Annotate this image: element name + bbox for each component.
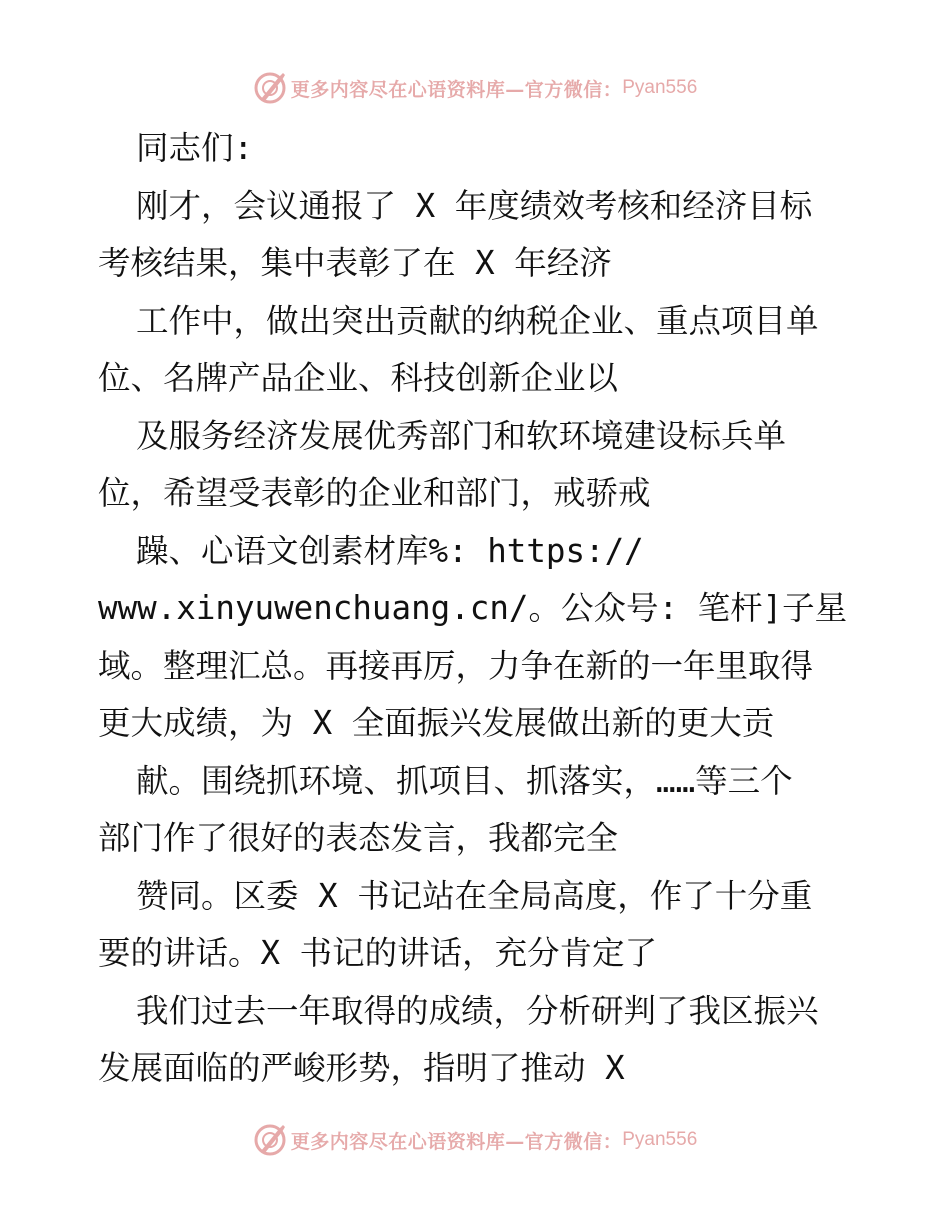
text-line: 域。整理汇总。再接再厉，力争在新的一年里取得 <box>98 646 814 685</box>
pen-logo-icon <box>253 1123 287 1157</box>
header-watermark-wechat-id: Pyan556 <box>622 77 698 98</box>
text-line: 赞同。区委 X 书记站在全局高度，作了十分重 <box>136 876 813 915</box>
text-line: 工作中，做出突出贡献的纳税企业、重点项目单 <box>136 301 819 340</box>
text-line: 同志们: <box>136 129 254 167</box>
text-line: 考核结果，集中表彰了在 X 年经济 <box>98 244 612 282</box>
text-line: 更大成绩，为 X 全面振兴发展做出新的更大贡 <box>98 704 775 742</box>
footer-watermark-text: 更多内容尽在心语资料库—官方微信： <box>290 1130 623 1153</box>
text-line: 要的讲话。X 书记的讲话，充分肯定了 <box>98 934 658 972</box>
footer-watermark-banner <box>0 1120 950 1160</box>
footer-watermark-wechat-id: Pyan556 <box>622 1129 698 1150</box>
header-watermark-banner <box>0 68 950 108</box>
text-line: 发展面临的严峻形势，指明了推动 X <box>98 1049 625 1087</box>
header-watermark-text: 更多内容尽在心语资料库—官方微信： <box>290 78 623 101</box>
text-line: 位，希望受表彰的企业和部门，戒骄戒 <box>98 474 651 512</box>
text-line: 刚才，会议通报了 X 年度绩效考核和经济目标 <box>136 186 813 225</box>
pen-logo-icon <box>253 71 287 105</box>
text-line: 献。围绕抓环境、抓项目、抓落实，……等三个 <box>136 761 793 800</box>
text-line: www.xinyuwenchuang.cn/。公众号: 笔杆]子星 <box>98 589 848 627</box>
document-body <box>98 120 868 1098</box>
text-line: 位、名牌产品企业、科技创新企业以 <box>98 359 619 397</box>
text-line: 躁、心语文创素材库%: https:// <box>136 531 644 570</box>
text-line: 部门作了很好的表态发言，我都完全 <box>98 819 619 857</box>
text-line: 我们过去一年取得的成绩，分析研判了我区振兴 <box>136 991 819 1030</box>
text-line: 及服务经济发展优秀部门和软环境建设标兵单 <box>136 416 787 455</box>
